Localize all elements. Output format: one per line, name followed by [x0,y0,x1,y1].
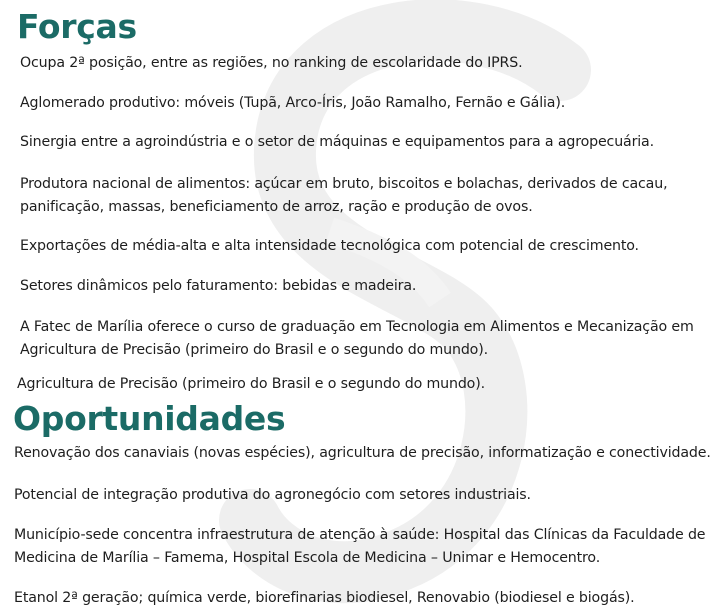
forcas-item: Sinergia entre a agroindústria e o setor de máquinas e equipamentos para a agropecuária. [20,134,654,150]
oportunidades-item: Município-sede concentra infraestrutura de atenção à saúde: Hospital das Clínicas da Faculdade de [14,527,706,543]
forcas-item: Ocupa 2ª posição, entre as regiões, no ranking de escolaridade do IPRS. [20,55,523,71]
forcas-heading: Forças [17,7,137,46]
forcas-item: Agricultura de Precisão (primeiro do Brasil e o segundo do mundo). [17,376,485,392]
oportunidades-item: Potencial de integração produtiva do agronegócio com setores industriais. [14,487,531,503]
forcas-item: Agricultura de Precisão (primeiro do Brasil e o segundo do mundo). [20,342,488,358]
oportunidades-item: Medicina de Marília – Famema, Hospital Escola de Medicina – Unimar e Hemocentro. [14,550,601,566]
forcas-item: Produtora nacional de alimentos: açúcar em bruto, biscoitos e bolachas, derivados de cacau, [20,176,668,192]
oportunidades-item: Etanol 2ª geração; química verde, biorefinarias biodiesel, Renovabio (biodiesel e biogás). [14,590,635,606]
oportunidades-item: Renovação dos canaviais (novas espécies), agricultura de precisão, informatização e conectividade. [14,445,711,461]
forcas-item: panificação, massas, beneficiamento de arroz, ração e produção de ovos. [20,199,533,215]
forcas-item: A Fatec de Marília oferece o curso de graduação em Tecnologia em Alimentos e Mecanização em [20,319,694,335]
forcas-item: Exportações de média-alta e alta intensidade tecnológica com potencial de crescimento. [20,238,639,254]
forcas-item: Aglomerado produtivo: móveis (Tupã, Arco-Íris, João Ramalho, Fernão e Gália). [20,95,566,111]
forcas-item: Setores dinâmicos pelo faturamento: bebidas e madeira. [20,278,417,294]
oportunidades-heading: Oportunidades [13,399,286,438]
